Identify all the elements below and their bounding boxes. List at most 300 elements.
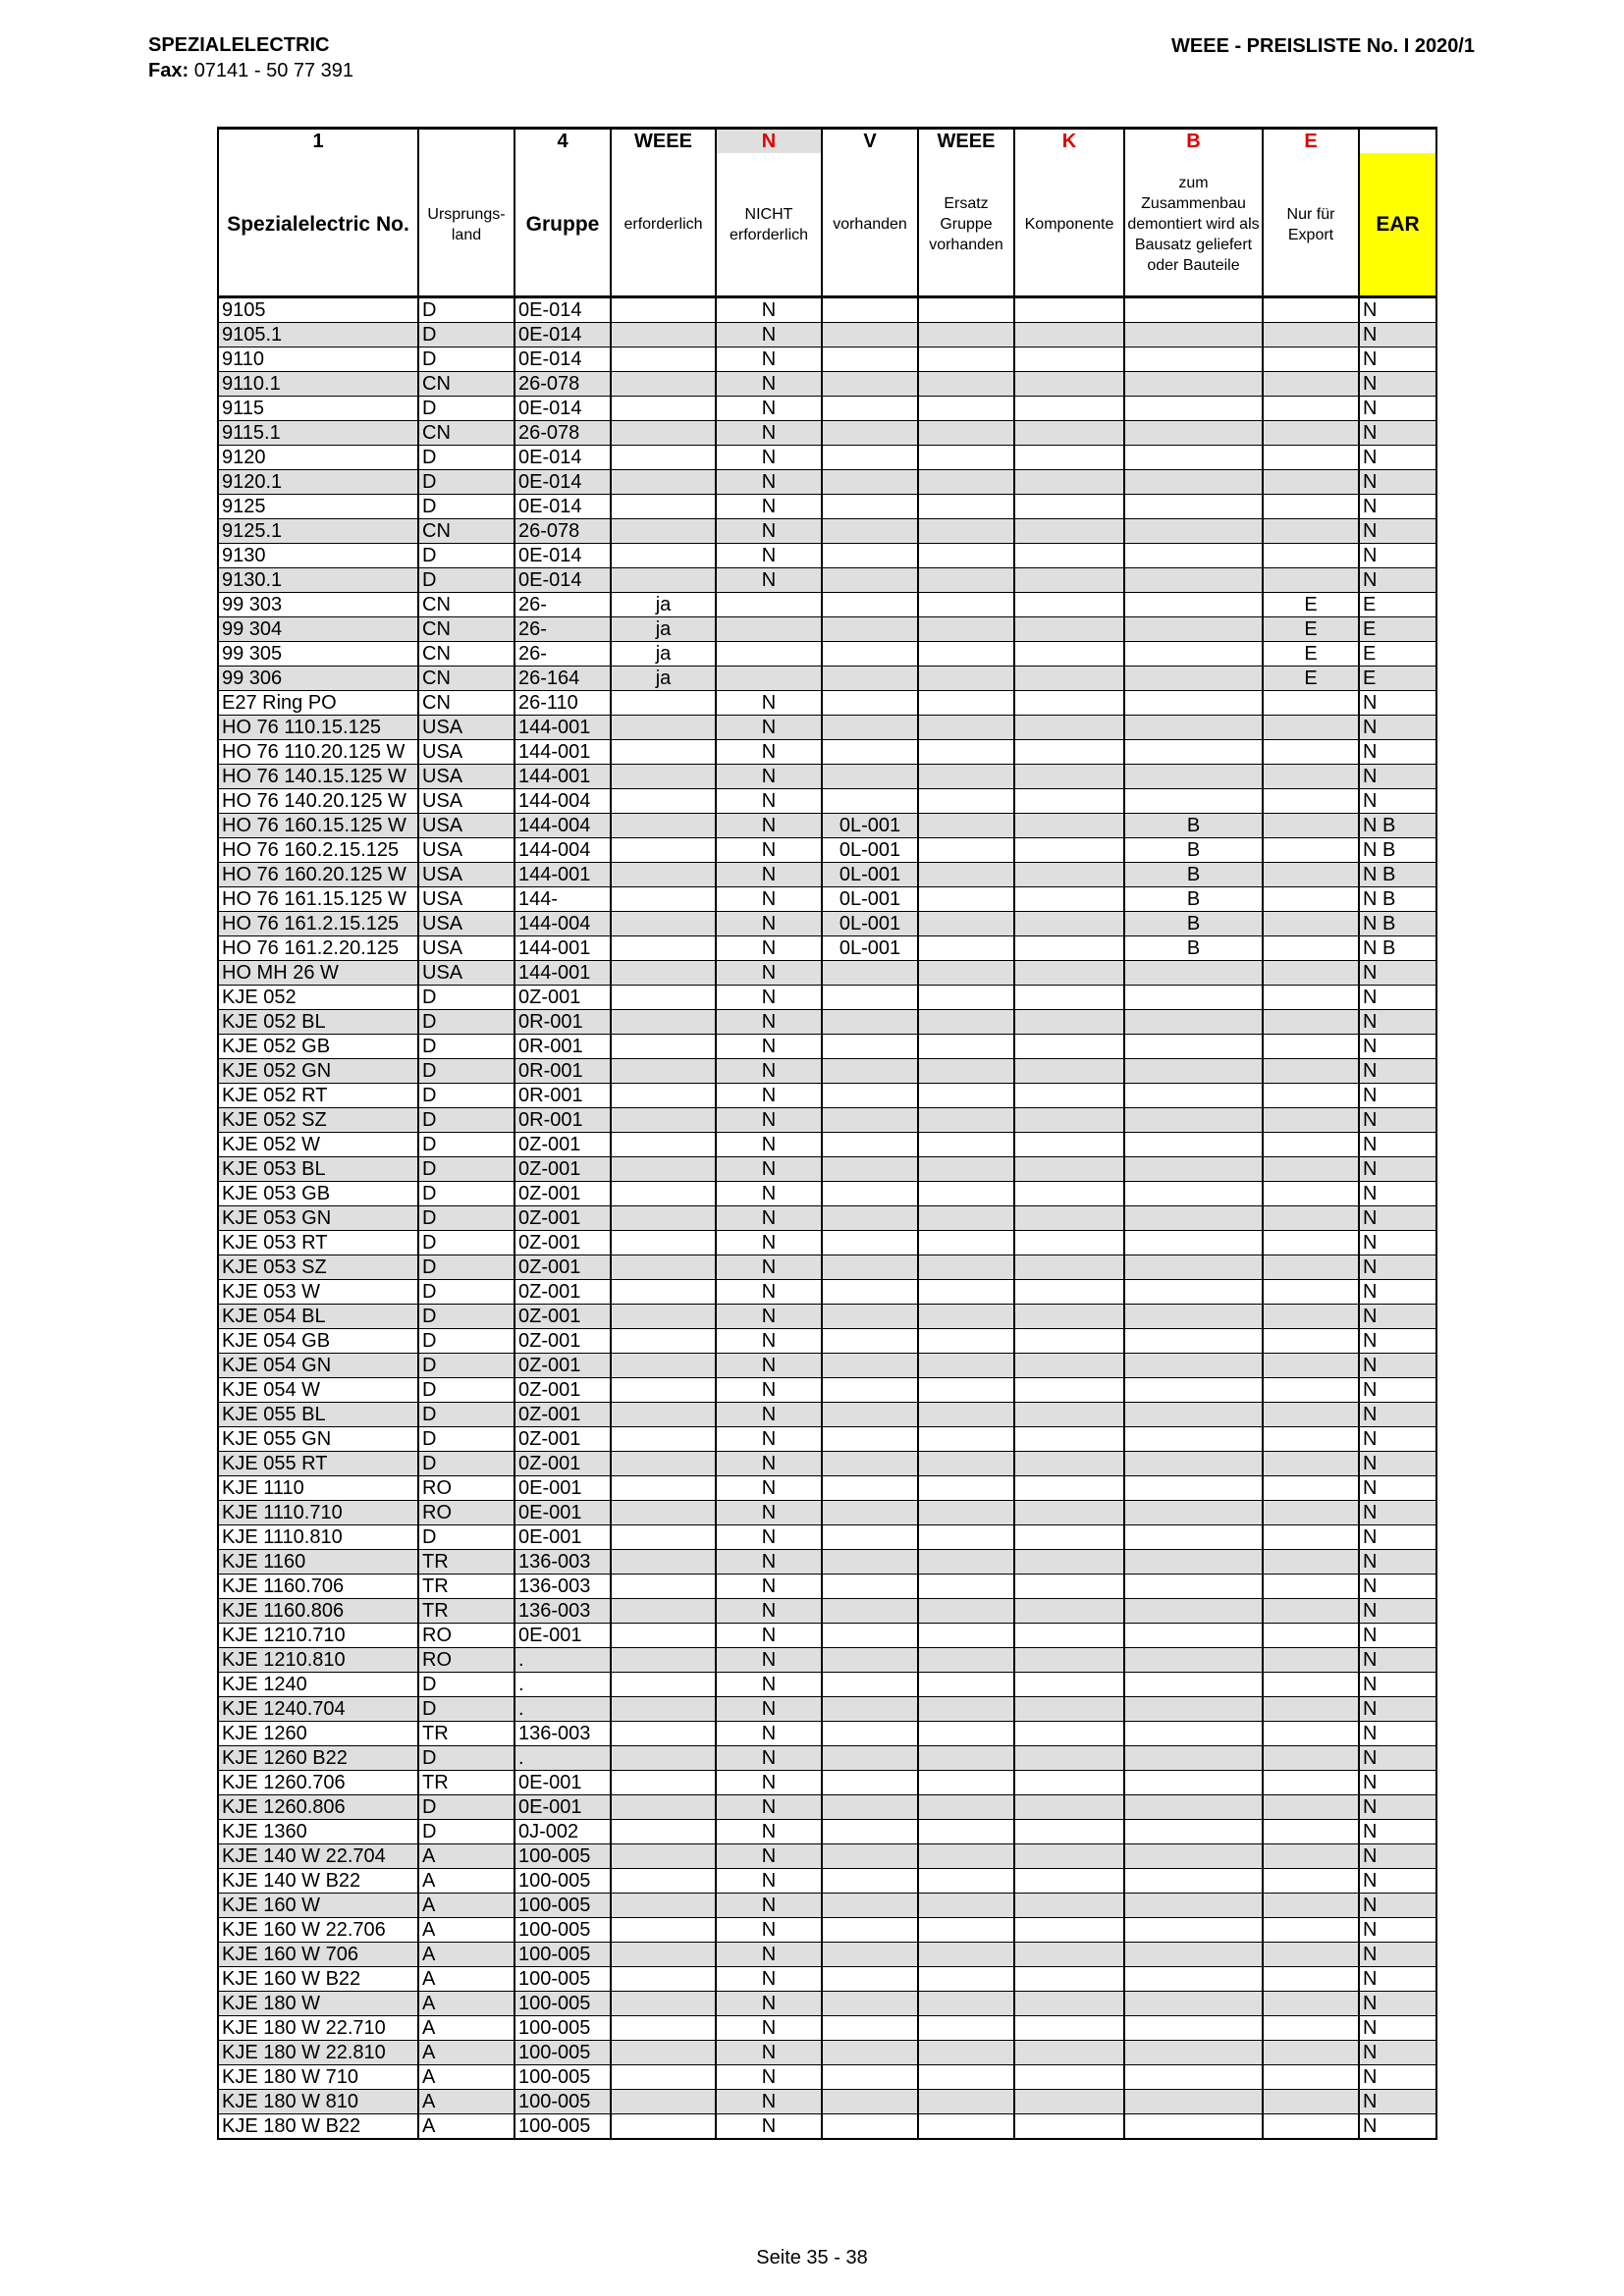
cell-not-required: N xyxy=(716,789,822,814)
cell-number: KJE 160 W B22 xyxy=(218,1967,418,1992)
cell-not-required: N xyxy=(716,2041,822,2065)
cell-replacement xyxy=(918,2090,1014,2114)
cell-assembly xyxy=(1124,2041,1263,2065)
table-row xyxy=(218,1035,1436,1059)
col-head-export: Nur für Export xyxy=(1263,153,1359,297)
cell-export xyxy=(1263,397,1359,421)
cell-origin: D xyxy=(418,1255,514,1280)
cell-component xyxy=(1014,593,1124,617)
cell-component xyxy=(1014,1329,1124,1354)
cell-required xyxy=(611,2065,716,2090)
cell-group: 0Z-001 xyxy=(514,1157,611,1182)
cell-replacement xyxy=(918,863,1014,887)
cell-ear: N xyxy=(1359,495,1436,519)
cell-available xyxy=(822,1280,918,1305)
pricelist-title: WEEE - PREISLISTE No. I 2020/1 xyxy=(1171,35,1475,57)
cell-replacement xyxy=(918,1501,1014,1525)
cell-not-required: N xyxy=(716,1108,822,1133)
cell-origin: A xyxy=(418,2090,514,2114)
cell-group: 0E-014 xyxy=(514,323,611,347)
cell-replacement xyxy=(918,1525,1014,1550)
cell-available xyxy=(822,1599,918,1624)
cell-available xyxy=(822,593,918,617)
cell-required xyxy=(611,1206,716,1231)
cell-available: 0L-001 xyxy=(822,887,918,912)
cell-export xyxy=(1263,1476,1359,1501)
cell-ear: N xyxy=(1359,1035,1436,1059)
cell-available xyxy=(822,691,918,716)
cell-not-required: N xyxy=(716,2016,822,2041)
cell-group: 136-003 xyxy=(514,1599,611,1624)
cell-assembly xyxy=(1124,1918,1263,1943)
cell-assembly xyxy=(1124,1378,1263,1403)
cell-ear: N xyxy=(1359,1771,1436,1795)
header-row-labels xyxy=(218,153,1436,297)
cell-component xyxy=(1014,887,1124,912)
cell-number: HO 76 110.20.125 W xyxy=(218,740,418,765)
cell-ear: N xyxy=(1359,1599,1436,1624)
cell-available xyxy=(822,1476,918,1501)
cell-assembly xyxy=(1124,1084,1263,1108)
cell-component xyxy=(1014,2090,1124,2114)
table-row xyxy=(218,1501,1436,1525)
cell-origin: D xyxy=(418,544,514,568)
cell-not-required: N xyxy=(716,1231,822,1255)
cell-export xyxy=(1263,986,1359,1010)
cell-not-required: N xyxy=(716,568,822,593)
cell-replacement xyxy=(918,617,1014,642)
cell-origin: TR xyxy=(418,1771,514,1795)
cell-not-required: N xyxy=(716,936,822,961)
cell-required xyxy=(611,1894,716,1918)
cell-number: KJE 054 GN xyxy=(218,1354,418,1378)
cell-ear: E xyxy=(1359,593,1436,617)
cell-required xyxy=(611,397,716,421)
cell-not-required: N xyxy=(716,887,822,912)
cell-available: 0L-001 xyxy=(822,863,918,887)
cell-assembly xyxy=(1124,568,1263,593)
cell-export: E xyxy=(1263,617,1359,642)
cell-available xyxy=(822,1059,918,1084)
table-row xyxy=(218,1354,1436,1378)
table-body xyxy=(218,297,1436,2140)
cell-replacement xyxy=(918,838,1014,863)
cell-origin: D xyxy=(418,1059,514,1084)
cell-export xyxy=(1263,765,1359,789)
cell-assembly xyxy=(1124,740,1263,765)
cell-origin: A xyxy=(418,1992,514,2016)
cell-origin: A xyxy=(418,2114,514,2140)
cell-origin: D xyxy=(418,1108,514,1133)
cell-not-required: N xyxy=(716,912,822,936)
cell-number: KJE 054 W xyxy=(218,1378,418,1403)
cell-number: KJE 160 W 706 xyxy=(218,1943,418,1967)
cell-replacement xyxy=(918,1231,1014,1255)
cell-export xyxy=(1263,1673,1359,1697)
cell-number: KJE 053 SZ xyxy=(218,1255,418,1280)
col-top-2 xyxy=(418,129,514,154)
cell-group: 100-005 xyxy=(514,2065,611,2090)
cell-number: KJE 180 W 22.710 xyxy=(218,2016,418,2041)
cell-not-required: N xyxy=(716,1575,822,1599)
cell-number: 9115 xyxy=(218,397,418,421)
cell-ear: N xyxy=(1359,1354,1436,1378)
table-row xyxy=(218,765,1436,789)
table-row xyxy=(218,323,1436,347)
cell-replacement xyxy=(918,1550,1014,1575)
cell-origin: D xyxy=(418,1182,514,1206)
cell-replacement xyxy=(918,1452,1014,1476)
cell-number: HO 76 160.15.125 W xyxy=(218,814,418,838)
cell-export xyxy=(1263,1992,1359,2016)
cell-ear: N xyxy=(1359,1869,1436,1894)
table-row xyxy=(218,1771,1436,1795)
cell-required xyxy=(611,1231,716,1255)
cell-component xyxy=(1014,1035,1124,1059)
cell-group: 0Z-001 xyxy=(514,1231,611,1255)
cell-not-required: N xyxy=(716,1795,822,1820)
cell-assembly xyxy=(1124,397,1263,421)
cell-origin: USA xyxy=(418,789,514,814)
cell-number: KJE 1260 B22 xyxy=(218,1746,418,1771)
cell-required xyxy=(611,765,716,789)
cell-group: 26-078 xyxy=(514,519,611,544)
cell-component xyxy=(1014,1133,1124,1157)
cell-group: 100-005 xyxy=(514,1844,611,1869)
cell-group: 0E-014 xyxy=(514,544,611,568)
cell-not-required: N xyxy=(716,1624,822,1648)
cell-group: 144-001 xyxy=(514,716,611,740)
cell-not-required: N xyxy=(716,2114,822,2140)
cell-replacement xyxy=(918,1010,1014,1035)
cell-group: 100-005 xyxy=(514,1992,611,2016)
table-row xyxy=(218,1452,1436,1476)
cell-required xyxy=(611,372,716,397)
table-row xyxy=(218,789,1436,814)
cell-number: 99 306 xyxy=(218,667,418,691)
cell-group: 0R-001 xyxy=(514,1059,611,1084)
cell-component xyxy=(1014,1231,1124,1255)
cell-number: KJE 1240.704 xyxy=(218,1697,418,1722)
cell-group: 144-004 xyxy=(514,912,611,936)
cell-origin: D xyxy=(418,1231,514,1255)
cell-number: KJE 055 RT xyxy=(218,1452,418,1476)
cell-component xyxy=(1014,1795,1124,1820)
cell-export xyxy=(1263,1746,1359,1771)
cell-group: 0E-001 xyxy=(514,1795,611,1820)
cell-assembly xyxy=(1124,1722,1263,1746)
cell-available xyxy=(822,740,918,765)
cell-replacement xyxy=(918,912,1014,936)
cell-component xyxy=(1014,1010,1124,1035)
cell-available xyxy=(822,1427,918,1452)
cell-export xyxy=(1263,421,1359,446)
cell-assembly xyxy=(1124,1795,1263,1820)
cell-not-required: N xyxy=(716,716,822,740)
cell-replacement xyxy=(918,1476,1014,1501)
cell-export xyxy=(1263,1108,1359,1133)
cell-export xyxy=(1263,446,1359,470)
cell-assembly xyxy=(1124,1869,1263,1894)
cell-origin: CN xyxy=(418,642,514,667)
col-head-available: vorhanden xyxy=(822,153,918,297)
table-row xyxy=(218,1795,1436,1820)
cell-available xyxy=(822,986,918,1010)
cell-component xyxy=(1014,1403,1124,1427)
cell-group: 0R-001 xyxy=(514,1010,611,1035)
cell-origin: A xyxy=(418,1918,514,1943)
cell-available xyxy=(822,519,918,544)
cell-required xyxy=(611,1722,716,1746)
cell-component xyxy=(1014,1255,1124,1280)
cell-ear: N xyxy=(1359,1133,1436,1157)
cell-replacement xyxy=(918,544,1014,568)
cell-replacement xyxy=(918,740,1014,765)
cell-ear: N xyxy=(1359,740,1436,765)
cell-group: 0Z-001 xyxy=(514,1427,611,1452)
cell-number: E27 Ring PO xyxy=(218,691,418,716)
cell-number: 9125.1 xyxy=(218,519,418,544)
cell-replacement xyxy=(918,2016,1014,2041)
cell-number: KJE 055 GN xyxy=(218,1427,418,1452)
cell-available xyxy=(822,397,918,421)
cell-assembly xyxy=(1124,421,1263,446)
cell-export xyxy=(1263,495,1359,519)
cell-assembly xyxy=(1124,1697,1263,1722)
table-row xyxy=(218,1550,1436,1575)
table-row xyxy=(218,1157,1436,1182)
cell-available xyxy=(822,1992,918,2016)
cell-group: 100-005 xyxy=(514,1918,611,1943)
cell-available xyxy=(822,347,918,372)
cell-required xyxy=(611,716,716,740)
fax-label: Fax: xyxy=(148,60,189,81)
cell-required xyxy=(611,1010,716,1035)
table-row xyxy=(218,1869,1436,1894)
table-row xyxy=(218,1624,1436,1648)
cell-available xyxy=(822,1697,918,1722)
cell-number: KJE 180 W xyxy=(218,1992,418,2016)
cell-component xyxy=(1014,863,1124,887)
cell-component xyxy=(1014,519,1124,544)
cell-replacement xyxy=(918,1035,1014,1059)
cell-group: 26-164 xyxy=(514,667,611,691)
cell-group: 0E-001 xyxy=(514,1476,611,1501)
table-row xyxy=(218,1133,1436,1157)
cell-available xyxy=(822,1206,918,1231)
cell-export xyxy=(1263,1035,1359,1059)
cell-origin: D xyxy=(418,470,514,495)
cell-available xyxy=(822,297,918,323)
cell-available xyxy=(822,1108,918,1133)
cell-not-required: N xyxy=(716,1206,822,1231)
cell-origin: D xyxy=(418,1525,514,1550)
cell-assembly xyxy=(1124,519,1263,544)
cell-component xyxy=(1014,1157,1124,1182)
cell-ear: N xyxy=(1359,1378,1436,1403)
table-row xyxy=(218,1427,1436,1452)
cell-ear: N xyxy=(1359,2065,1436,2090)
cell-replacement xyxy=(918,1157,1014,1182)
cell-export xyxy=(1263,1010,1359,1035)
cell-origin: D xyxy=(418,495,514,519)
cell-export xyxy=(1263,1771,1359,1795)
cell-assembly xyxy=(1124,617,1263,642)
cell-component xyxy=(1014,1354,1124,1378)
cell-group: 0Z-001 xyxy=(514,1378,611,1403)
cell-assembly xyxy=(1124,1943,1263,1967)
cell-required xyxy=(611,789,716,814)
cell-assembly: B xyxy=(1124,863,1263,887)
cell-group: 0Z-001 xyxy=(514,1403,611,1427)
cell-group: 0R-001 xyxy=(514,1108,611,1133)
cell-available xyxy=(822,323,918,347)
cell-not-required: N xyxy=(716,1869,822,1894)
cell-not-required: N xyxy=(716,1059,822,1084)
cell-number: KJE 160 W xyxy=(218,1894,418,1918)
cell-available xyxy=(822,1844,918,1869)
cell-available xyxy=(822,470,918,495)
cell-required xyxy=(611,1624,716,1648)
cell-required xyxy=(611,1599,716,1624)
cell-origin: D xyxy=(418,568,514,593)
cell-ear: N B xyxy=(1359,912,1436,936)
cell-replacement xyxy=(918,1206,1014,1231)
cell-not-required: N xyxy=(716,421,822,446)
cell-origin: D xyxy=(418,1305,514,1329)
table-row xyxy=(218,814,1436,838)
cell-replacement xyxy=(918,1746,1014,1771)
cell-group: . xyxy=(514,1648,611,1673)
cell-available xyxy=(822,716,918,740)
cell-required xyxy=(611,2041,716,2065)
cell-available xyxy=(822,1084,918,1108)
cell-group: 136-003 xyxy=(514,1550,611,1575)
cell-not-required: N xyxy=(716,1844,822,1869)
cell-component xyxy=(1014,1820,1124,1844)
cell-assembly xyxy=(1124,1894,1263,1918)
cell-component xyxy=(1014,691,1124,716)
cell-ear: N xyxy=(1359,765,1436,789)
cell-not-required: N xyxy=(716,1697,822,1722)
cell-export xyxy=(1263,691,1359,716)
cell-replacement xyxy=(918,1918,1014,1943)
table-row xyxy=(218,1305,1436,1329)
cell-export xyxy=(1263,1354,1359,1378)
col-top-11 xyxy=(1359,129,1436,154)
cell-export xyxy=(1263,1280,1359,1305)
cell-replacement xyxy=(918,1697,1014,1722)
cell-available xyxy=(822,568,918,593)
cell-component xyxy=(1014,1305,1124,1329)
cell-assembly xyxy=(1124,1967,1263,1992)
table-row xyxy=(218,1182,1436,1206)
cell-assembly xyxy=(1124,1427,1263,1452)
cell-available xyxy=(822,961,918,986)
cell-not-required: N xyxy=(716,1427,822,1452)
cell-component xyxy=(1014,1943,1124,1967)
cell-required xyxy=(611,1550,716,1575)
cell-export xyxy=(1263,1403,1359,1427)
table-row xyxy=(218,470,1436,495)
cell-origin: D xyxy=(418,1746,514,1771)
cell-ear: N xyxy=(1359,470,1436,495)
cell-required xyxy=(611,691,716,716)
cell-not-required: N xyxy=(716,1035,822,1059)
cell-number: KJE 140 W B22 xyxy=(218,1869,418,1894)
cell-replacement xyxy=(918,446,1014,470)
cell-not-required: N xyxy=(716,1550,822,1575)
table-row xyxy=(218,519,1436,544)
table-row xyxy=(218,544,1436,568)
cell-component xyxy=(1014,323,1124,347)
cell-required xyxy=(611,495,716,519)
cell-replacement xyxy=(918,1967,1014,1992)
cell-export xyxy=(1263,1575,1359,1599)
cell-required xyxy=(611,1967,716,1992)
cell-not-required: N xyxy=(716,1157,822,1182)
cell-required xyxy=(611,1133,716,1157)
cell-replacement xyxy=(918,1943,1014,1967)
table-row xyxy=(218,1746,1436,1771)
cell-not-required: N xyxy=(716,1722,822,1746)
cell-required xyxy=(611,814,716,838)
cell-ear: N xyxy=(1359,1550,1436,1575)
cell-export xyxy=(1263,1329,1359,1354)
cell-origin: USA xyxy=(418,863,514,887)
cell-ear: E xyxy=(1359,667,1436,691)
cell-number: HO 76 161.2.15.125 xyxy=(218,912,418,936)
cell-origin: CN xyxy=(418,617,514,642)
table-row xyxy=(218,1844,1436,1869)
cell-required xyxy=(611,1059,716,1084)
cell-number: KJE 1210.710 xyxy=(218,1624,418,1648)
cell-required xyxy=(611,1869,716,1894)
cell-origin: A xyxy=(418,1844,514,1869)
cell-replacement xyxy=(918,814,1014,838)
cell-origin: D xyxy=(418,1697,514,1722)
cell-available xyxy=(822,446,918,470)
cell-number: 99 304 xyxy=(218,617,418,642)
cell-origin: D xyxy=(418,1280,514,1305)
cell-origin: D xyxy=(418,1354,514,1378)
cell-available xyxy=(822,1403,918,1427)
cell-ear: N xyxy=(1359,1648,1436,1673)
table-row xyxy=(218,642,1436,667)
cell-origin: D xyxy=(418,1378,514,1403)
cell-ear: E xyxy=(1359,642,1436,667)
table-row xyxy=(218,1943,1436,1967)
col-head-component: Komponente xyxy=(1014,153,1124,297)
cell-export xyxy=(1263,2114,1359,2140)
table-row xyxy=(218,495,1436,519)
table-row xyxy=(218,1378,1436,1403)
table-row xyxy=(218,1231,1436,1255)
cell-export xyxy=(1263,789,1359,814)
cell-available xyxy=(822,1771,918,1795)
cell-available xyxy=(822,1575,918,1599)
cell-ear: N xyxy=(1359,1206,1436,1231)
cell-replacement xyxy=(918,1722,1014,1746)
cell-component xyxy=(1014,1648,1124,1673)
cell-required xyxy=(611,1329,716,1354)
cell-assembly: B xyxy=(1124,912,1263,936)
cell-component xyxy=(1014,544,1124,568)
cell-component xyxy=(1014,1452,1124,1476)
cell-replacement xyxy=(918,1624,1014,1648)
cell-available xyxy=(822,1255,918,1280)
cell-replacement xyxy=(918,2065,1014,2090)
